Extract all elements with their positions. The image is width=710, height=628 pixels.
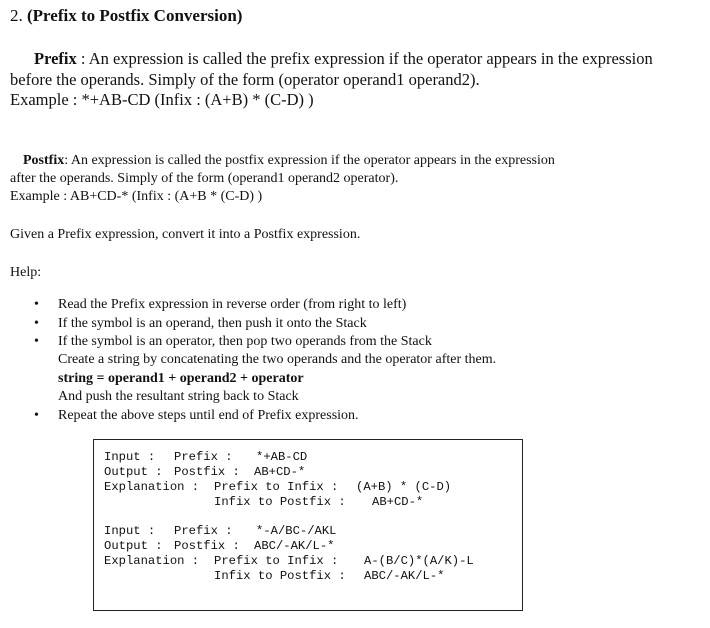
help-label: Help: bbox=[10, 265, 42, 280]
task-statement: Given a Prefix expression, convert it into a Postfix expression. bbox=[10, 227, 361, 242]
ex2-i2p-value: ABC/-AK/L-* bbox=[364, 569, 445, 583]
ex2-prefix-label: Prefix : bbox=[174, 524, 233, 538]
help-step-3: If the symbol is an operator, then pop two operands from the Stack bbox=[58, 334, 432, 349]
ex1-explanation-label: Explanation : bbox=[104, 480, 200, 494]
bullet-icon: • bbox=[34, 297, 39, 312]
bullet-icon: • bbox=[34, 334, 39, 349]
postfix-definition-line1: Postfix: An expression is called the postfix expression if the operator appears in the expression bbox=[23, 153, 555, 168]
ex1-prefix-value: *+AB-CD bbox=[256, 450, 308, 464]
ex2-infix-value: A-(B/C)*(A/K)-L bbox=[364, 554, 474, 568]
ex2-postfix-value: ABC/-AK/L-* bbox=[254, 539, 335, 553]
prefix-term: Prefix bbox=[34, 49, 77, 68]
ex1-prefix-label: Prefix : bbox=[174, 450, 233, 464]
help-step-2: If the symbol is an operand, then push it onto the Stack bbox=[58, 316, 367, 331]
help-step-3-push: And push the resultant string back to Stack bbox=[58, 389, 299, 404]
prefix-definition-line2: before the operands. Simply of the form (operator operand1 operand2). bbox=[10, 70, 480, 89]
ex2-explanation-label: Explanation : bbox=[104, 554, 200, 568]
ex2-p2i-label: Prefix to Infix : bbox=[214, 554, 339, 568]
ex2-i2p-label: Infix to Postfix : bbox=[214, 569, 346, 583]
section-number: 2. bbox=[10, 6, 23, 25]
postfix-term: Postfix bbox=[23, 153, 65, 168]
ex1-postfix-value: AB+CD-* bbox=[254, 465, 306, 479]
postfix-definition-line2: after the operands. Simply of the form (operand1 operand2 operator). bbox=[10, 171, 399, 186]
ex1-output-label: Output : bbox=[104, 465, 163, 479]
help-step-3-detail: Create a string by concatenating the two operands and the operator after them. bbox=[58, 352, 497, 367]
bullet-icon: • bbox=[34, 316, 39, 331]
help-step-4: Repeat the above steps until end of Prefix expression. bbox=[58, 408, 359, 423]
help-step-1: Read the Prefix expression in reverse order (from right to left) bbox=[58, 297, 407, 312]
section-title bbox=[10, 6, 242, 26]
postfix-example: Example : AB+CD-* (Infix : (A+B * (C-D) ) bbox=[10, 189, 263, 204]
ex1-i2p-label: Infix to Postfix : bbox=[214, 495, 346, 509]
examples-box bbox=[93, 439, 523, 611]
ex1-postfix-label: Postfix : bbox=[174, 465, 240, 479]
ex2-prefix-value: *-A/BC-/AKL bbox=[256, 524, 337, 538]
help-step-3-formula: string = operand1 + operand2 + operator bbox=[58, 371, 304, 386]
section-heading: (Prefix to Postfix Conversion) bbox=[27, 6, 243, 25]
ex2-output-label: Output : bbox=[104, 539, 163, 553]
ex2-postfix-label: Postfix : bbox=[174, 539, 240, 553]
ex1-i2p-value: AB+CD-* bbox=[372, 495, 424, 509]
prefix-definition-line1: Prefix : An expression is called the prefix expression if the operator appears in the expression bbox=[34, 49, 653, 68]
prefix-example: Example : *+AB-CD (Infix : (A+B) * (C-D) ) bbox=[10, 90, 314, 109]
ex2-input-label: Input : bbox=[104, 524, 156, 538]
ex1-p2i-label: Prefix to Infix : bbox=[214, 480, 339, 494]
bullet-icon: • bbox=[34, 408, 39, 423]
ex1-input-label: Input : bbox=[104, 450, 156, 464]
ex1-infix-value: (A+B) * (C-D) bbox=[356, 480, 452, 494]
